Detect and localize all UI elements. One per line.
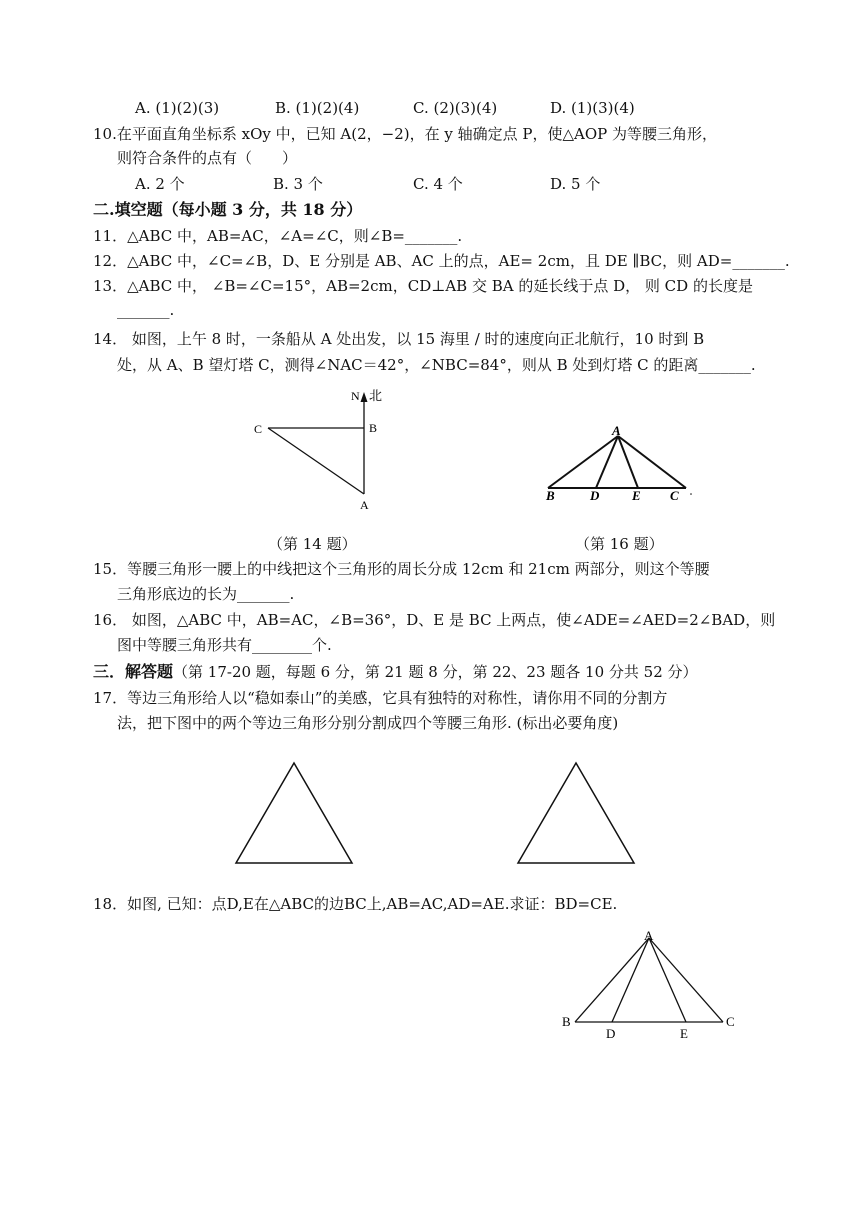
q15-line2: 三角形底边的长为_______. (117, 585, 295, 603)
section3-note: （第 17-20 题，每题 6 分，第 21 题 8 分，第 22、23 题各 10 分共 52 分） (173, 663, 698, 681)
fig16-label-a: A (612, 423, 621, 438)
q10-option-c: C. 4 个 (413, 175, 463, 193)
q9-option-b: B. (1)(2)(4) (275, 99, 360, 117)
q10-option-a: A. 2 个 (135, 175, 185, 193)
fig16-label-b: B (546, 488, 555, 503)
q16-line1: 16． 如图，△ABC 中，AB=AC，∠B=36°，D、E 是 BC 上两点，使∠ADE=∠AED=2∠BAD，则 (93, 611, 776, 629)
q12: 12．△ABC 中，∠C=∠B，D、E 分别是 AB、AC 上的点，AE= 2cm，且 DE ∥BC，则 AD=_______. (93, 252, 790, 270)
q9-option-a: A. (1)(2)(3) (135, 99, 220, 117)
figure-14 (240, 380, 400, 520)
q13-line2: _______. (117, 301, 175, 319)
q14-line1: 14． 如图，上午 8 时，一条船从 A 处出发，以 15 海里 / 时的速度向正北航行，10 时到 B (93, 330, 705, 348)
q9-option-c: C. (2)(3)(4) (413, 99, 498, 117)
fig18-label-d: D (606, 1026, 616, 1041)
fig14-north-arrow-icon (361, 392, 368, 402)
equilateral-triangle-right (512, 755, 642, 870)
fig14-label-b: B (369, 421, 378, 435)
fig14-label-n: N (351, 389, 360, 403)
equilateral-triangle-left (230, 755, 360, 870)
fig14-caption: （第 14 题） (268, 535, 357, 553)
fig16-label-c: C (670, 488, 679, 503)
q16-line2: 图中等腰三角形共有________个. (117, 636, 332, 654)
fig18-label-c: C (726, 1014, 735, 1029)
section3-heading (93, 662, 698, 682)
q10-option-b: B. 3 个 (273, 175, 323, 193)
figure-16 (540, 420, 710, 510)
fig14-label-a: A (360, 498, 369, 512)
fig14-label-north: 北 (369, 388, 383, 403)
q10-line1: 10.在平面直角坐标系 xOy 中，已知 A(2，−2)，在 y 轴确定点 P，使△AOP 为等腰三角形， (93, 125, 717, 143)
q14-line2: 处，从 A、B 望灯塔 C，测得∠NAC＝42°，∠NBC=84°，则从 B 处到灯塔 C 的距离_______. (117, 356, 756, 374)
fig16-label-e: E (632, 488, 641, 503)
q9-option-d: D. (1)(3)(4) (550, 99, 635, 117)
fig16-caption: （第 16 题） (575, 535, 664, 553)
fig18-label-a: A (644, 928, 654, 943)
q17-line2: 法，把下图中的两个等边三角形分别分割成四个等腰三角形. (标出必要角度) (117, 714, 619, 732)
q13-line1: 13．△ABC 中， ∠B=∠C=15°，AB=2cm，CD⊥AB 交 BA 的延长线于点 D， 则 CD 的长度是 (93, 277, 753, 295)
q11: 11．△ABC 中，AB=AC，∠A=∠C，则∠B=_______. (93, 227, 463, 245)
q17-line1: 17．等边三角形给人以“稳如泰山”的美感，它具有独特的对称性，请你用不同的分割方 (93, 689, 668, 707)
fig18-label-b: B (562, 1014, 571, 1029)
fig14-label-c: C (254, 422, 263, 436)
section3-title: 三．解答题 (93, 662, 174, 681)
q10-option-d: D. 5 个 (550, 175, 601, 193)
q15-line1: 15．等腰三角形一腰上的中线把这个三角形的周长分成 12cm 和 21cm 两部分，则这个等腰 (93, 560, 710, 578)
fig16-label-d: D (590, 488, 600, 503)
fig14-line-ca (268, 428, 364, 494)
q18: 18．如图, 已知：点D,E在△ABC的边BC上,AB=AC,AD=AE.求证：BD=CE. (93, 895, 618, 913)
section2-heading: 二.填空题（每小题 3 分，共 18 分） (93, 200, 363, 219)
fig18-label-e: E (680, 1026, 688, 1041)
q10-line2: 则符合条件的点有（ ） (117, 149, 298, 167)
figure-18 (555, 928, 745, 1048)
